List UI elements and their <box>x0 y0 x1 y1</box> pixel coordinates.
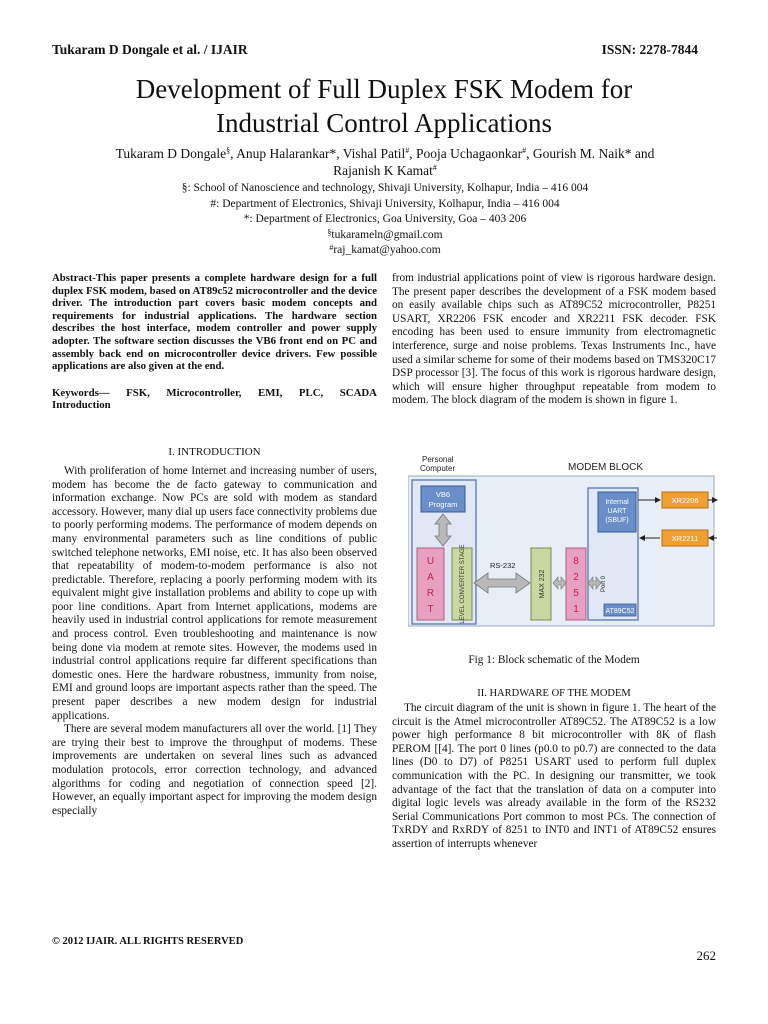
author-2-mark: # <box>405 146 410 155</box>
xr2211-label: XR2211 <box>671 534 699 543</box>
intro-paragraph-1: With proliferation of home Internet and increasing number of users, modem has become the de facto gateway to communication and information exchange. Now PCs are sold with modem as standard accessory. However, many dial up users face connectivity problems due to poorly performing modems. The performance of modem depends on many environmental parameters such as line conditions of public switched telephone networks, EMI noise, etc. It has also been observed that repeatability of modem-to-modem performance is also not predictable. Therefore, replacing a poorly performing modem with its equivalent might give installation problems and ability to cope up with poor line conditions. Apart from Internet applications, modems are heavily used in industrial control applications for remote measurement and process control. Even troubleshooting and maintenance is now being done via modem at remote sites. However, the modems used in industrial control applications require far different specifications than domestic ones. Here the hardware robustness, immunity from noise, EMI and ground loops are important aspects rather than the speed. The present paper describes a new modem design for industrial applications. <box>52 464 377 722</box>
author-4: , Gourish M. Naik* and <box>526 146 655 161</box>
pc-label-1: Personal <box>422 455 454 464</box>
email-1-mark: § <box>327 227 332 237</box>
keywords-label: Keywords— <box>52 386 110 399</box>
paper-title <box>40 72 728 140</box>
usart-digit: 2 <box>573 572 579 583</box>
keyword-item: EMI, <box>258 386 283 399</box>
author-3: , Pooja Uchagaonkar <box>409 146 523 161</box>
hardware-paragraph-1: The circuit diagram of the unit is shown in figure 1. The heart of the circuit is the Atmel microcontroller AT89C52. The AT89C52 is a low power high performance 8 bit microcontroller with 8K of flash PEROM [[4]. The port 0 lines (p0.0 to p0.7) are connected to the data lines (D0 to D7) of P8251 USART used to perform full duplex communication with the PC. In designing our transmitter, we took advantage of the fact that the translation of data on a computer into digital logic levels was already available in the form of the RS232 Serial Communications Port common to most PCs. The connection of TxRDY and RxRDY of 8251 to INT0 and INT1 of AT89C52 ensures assertion of interrupts whenever <box>392 702 716 850</box>
usart-digit: 8 <box>573 556 579 567</box>
hardware-section <box>392 702 716 852</box>
title-line-1: Development of Full Duplex FSK Modem for <box>135 74 633 104</box>
right-column <box>392 272 716 408</box>
copyright-footer: © 2012 IJAIR. ALL RIGHTS RESERVED <box>52 936 244 947</box>
max232-label: MAX 232 <box>539 569 546 599</box>
affiliation-1: §: School of Nanoscience and technology, Shivaji University, Kolhapur, India – 416 004 <box>181 182 589 194</box>
email-2 <box>100 243 670 259</box>
left-column <box>52 272 377 818</box>
uart-letter: T <box>427 604 434 615</box>
keywords-last-line: Introduction <box>52 399 111 412</box>
author-list <box>80 145 690 179</box>
page-number: 262 <box>696 948 716 963</box>
journal-header: Tukaram D Dongale et al. / IJAIR <box>52 42 248 57</box>
rs232-label: RS-232 <box>490 561 516 570</box>
intro-paragraph-2: There are several modem manufacturers all over the world. [1] They are trying their best to improve the throughput of modems. These improvements are undertaken on several lines such as advanced modulation protocols, error correction technology, and advanced algorithms for coding and negotiation of connection speed [2]. However, an equally important aspect for improving the modem design especially <box>52 723 377 817</box>
affiliation-2: #: Department of Electronics, Shivaji University, Kolhapur, India – 416 004 <box>210 197 560 210</box>
intro-paragraph-3: from industrial applications point of view is rigorous hardware design. The present paper describes the development of a FSK modem based on easily available chips such as AT89C52 microcontroller, P8251 USART, XR2206 FSK encoder and XR2211 FSK decoder. FSK encoding has been used to ensure immunity from electromagnetic interference, surge and noise problems. Texas Instruments Inc., have used a similar scheme for some of their modems based on TMS320C17 DSP processor [3]. The focus of this work is rigorous hardware design, which will ensure higher throughput repeatable from modem to modem. The block diagram of the modem is shown in figure 1. <box>392 272 716 407</box>
email-1 <box>100 228 670 244</box>
email-1-text: tukarameln@gmail.com <box>331 228 443 241</box>
keyword-item: PLC, <box>298 386 324 399</box>
at89c52-label: AT89C52 <box>605 608 635 615</box>
uart-letter: U <box>426 556 435 567</box>
internal-uart-label-2: UART <box>607 508 627 515</box>
vb6-label-1: VB6 <box>435 490 451 499</box>
internal-uart-label-3: (SBUF) <box>605 517 629 524</box>
modem-block-diagram <box>408 452 718 628</box>
author-1: Tukaram D Dongale <box>115 146 227 161</box>
usart-digit: 1 <box>573 604 579 615</box>
email-2-mark: # <box>329 243 334 252</box>
author-3-mark: # <box>522 146 527 155</box>
keyword-item: SCADA <box>339 386 377 399</box>
uart-letter: R <box>426 588 435 599</box>
figure-caption: Fig 1: Block schematic of the Modem <box>468 654 640 666</box>
abstract: Abstract-This paper presents a complete hardware design for a full duplex FSK modem, based on AT89c52 microcontroller and the device driver. The introduction part covers basic modem concepts and requirements for industrial applications. The hardware section describes the host interface, modem controller and power supply adopter. The software section discusses the VB6 front end on PC and assembly back end on microcontroller device drivers. Few possible applications are also given at the end. <box>52 272 377 373</box>
title-line-2: Industrial Control Applications <box>216 108 552 138</box>
keyword-item: Microcontroller, <box>166 386 242 399</box>
author-1-mark: § <box>226 146 231 155</box>
email-2-text: raj_kamat@yahoo.com <box>333 244 441 256</box>
author-2: , Anup Halarankar*, Vishal Patil <box>230 146 406 161</box>
section-2-heading: II. HARDWARE OF THE MODEM <box>477 688 631 699</box>
section-1-heading: I. INTRODUCTION <box>168 445 261 458</box>
level-converter-label: LEVEL CONVERTER STAGE <box>460 544 466 624</box>
pc-label-2: Computer <box>420 464 456 473</box>
issn-header: ISSN: 2278-7844 <box>601 42 698 57</box>
xr2206-label: XR2206 <box>671 496 699 505</box>
port0-label: Port 0 <box>601 575 607 593</box>
keyword-item: FSK, <box>126 386 150 399</box>
usart-digit: 5 <box>573 588 579 599</box>
modem-block-label: MODEM BLOCK <box>568 462 644 473</box>
keywords <box>52 387 377 412</box>
vb6-label-2: Program <box>428 500 458 509</box>
affiliations <box>100 181 670 259</box>
author-5: Rajanish K Kamat <box>333 163 433 178</box>
internal-uart-label-1: Internal <box>605 499 629 506</box>
uart-letter: A <box>427 572 434 583</box>
author-5-mark: # <box>432 163 437 172</box>
affiliation-3: *: Department of Electronics, Goa University, Goa – 403 206 <box>243 213 527 225</box>
